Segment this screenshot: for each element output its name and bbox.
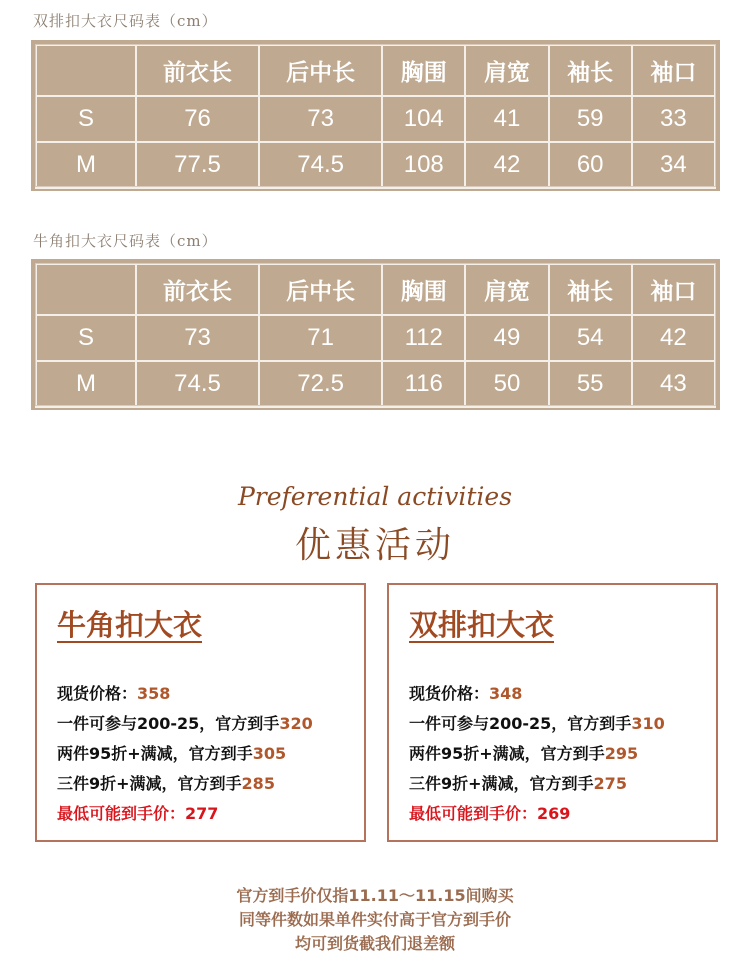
table-cell: 55 xyxy=(549,361,632,407)
table-row xyxy=(36,96,715,142)
table-cell: 60 xyxy=(549,142,632,188)
header-cuff: 袖口 xyxy=(632,45,715,96)
price-line-lowest: 最低可能到手价：277 xyxy=(57,804,219,823)
table-cell: 42 xyxy=(465,142,548,188)
table-cell: 72.5 xyxy=(259,361,382,407)
table-cell: 54 xyxy=(549,315,632,361)
table-cell: 59 xyxy=(549,96,632,142)
table-cell: 49 xyxy=(465,315,548,361)
size-table-double-breasted xyxy=(31,40,720,191)
table-row xyxy=(36,315,715,361)
header-sleeve-length: 袖长 xyxy=(549,45,632,96)
promo-title-english: Preferential activities xyxy=(237,482,513,511)
price-line-two-items: 两件95折+满减，官方到手295 xyxy=(409,744,639,763)
header-sleeve-length: 袖长 xyxy=(549,264,632,315)
price-line-one-item: 一件可参与200-25，官方到手320 xyxy=(57,714,313,733)
price-line-lowest: 最低可能到手价：269 xyxy=(409,804,571,823)
card-title: 双排扣大衣 xyxy=(409,608,555,642)
table-cell: 33 xyxy=(632,96,715,142)
header-cuff: 袖口 xyxy=(632,264,715,315)
table-cell: 73 xyxy=(136,315,259,361)
table-cell: 41 xyxy=(465,96,548,142)
price-line-stock: 现货价格：348 xyxy=(409,684,523,703)
promo-card-double-breasted xyxy=(387,583,718,842)
table-caption-horn-button: 牛角扣大衣尺码表（cm） xyxy=(33,232,218,250)
table-cell: 34 xyxy=(632,142,715,188)
header-chest: 胸围 xyxy=(382,45,465,96)
table-cell: 50 xyxy=(465,361,548,407)
header-back-length: 后中长 xyxy=(259,264,382,315)
table-cell: 76 xyxy=(136,96,259,142)
table-cell: 74.5 xyxy=(259,142,382,188)
promo-card-horn-button xyxy=(35,583,366,842)
header-front-length: 前衣长 xyxy=(136,264,259,315)
footer-line: 同等件数如果单件实付高于官方到手价 xyxy=(238,910,511,929)
table-caption-double-breasted: 双排扣大衣尺码表（cm） xyxy=(33,12,218,30)
table-cell: 116 xyxy=(382,361,465,407)
size-label: M xyxy=(36,142,136,188)
price-line-one-item: 一件可参与200-25，官方到手310 xyxy=(409,714,665,733)
table-header-row xyxy=(36,45,715,96)
table-cell: 108 xyxy=(382,142,465,188)
table-corner-cell xyxy=(36,45,136,96)
card-price-list xyxy=(57,679,313,829)
footer-line: 均可到货截我们退差额 xyxy=(294,934,455,953)
table-cell: 71 xyxy=(259,315,382,361)
table-cell: 112 xyxy=(382,315,465,361)
footer-note xyxy=(0,884,750,956)
table-cell: 73 xyxy=(259,96,382,142)
table-row xyxy=(36,361,715,407)
size-label: M xyxy=(36,361,136,407)
table-cell: 43 xyxy=(632,361,715,407)
footer-line: 官方到手价仅指11.11～11.15间购买 xyxy=(236,886,514,905)
card-price-list xyxy=(409,679,665,829)
table-cell: 104 xyxy=(382,96,465,142)
price-line-three-items: 三件9折+满减，官方到手275 xyxy=(409,774,627,793)
promo-title-chinese: 优惠活动 xyxy=(294,525,455,566)
table-corner-cell xyxy=(36,264,136,315)
header-chest: 胸围 xyxy=(382,264,465,315)
price-line-stock: 现货价格：358 xyxy=(57,684,171,703)
table-row xyxy=(36,142,715,188)
size-label: S xyxy=(36,96,136,142)
table-header-row xyxy=(36,264,715,315)
header-shoulder: 肩宽 xyxy=(465,45,548,96)
price-line-three-items: 三件9折+满减，官方到手285 xyxy=(57,774,275,793)
table-cell: 77.5 xyxy=(136,142,259,188)
size-label: S xyxy=(36,315,136,361)
size-table-horn-button xyxy=(31,259,720,410)
header-back-length: 后中长 xyxy=(259,45,382,96)
table-cell: 74.5 xyxy=(136,361,259,407)
header-shoulder: 肩宽 xyxy=(465,264,548,315)
header-front-length: 前衣长 xyxy=(136,45,259,96)
table-cell: 42 xyxy=(632,315,715,361)
card-title: 牛角扣大衣 xyxy=(57,608,203,642)
price-line-two-items: 两件95折+满减，官方到手305 xyxy=(57,744,287,763)
